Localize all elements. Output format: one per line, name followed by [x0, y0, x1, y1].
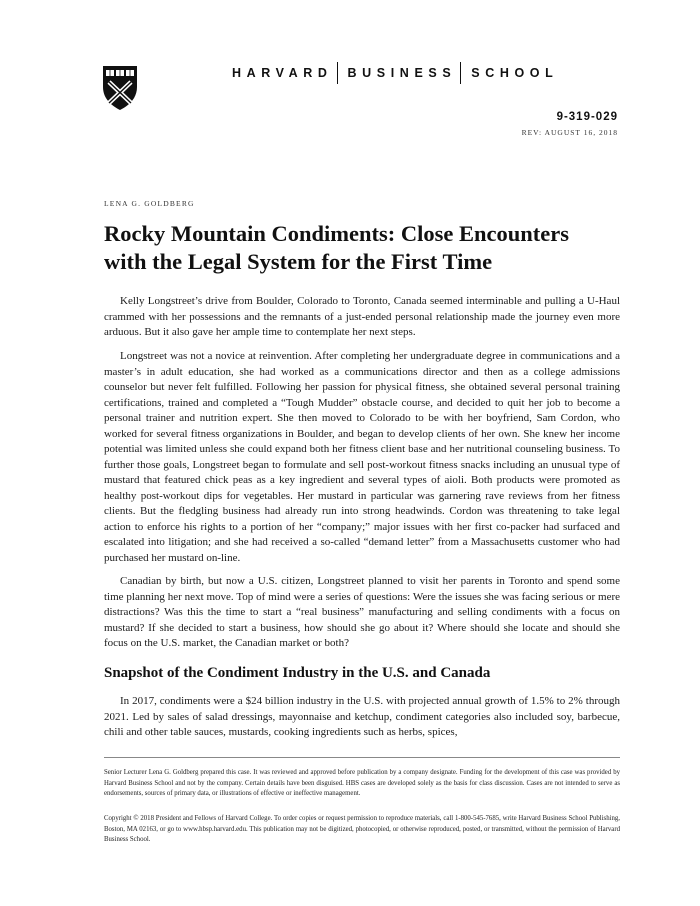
case-number: 9-319-029: [556, 111, 618, 123]
paragraph-intro: Kelly Longstreet’s drive from Boulder, Colorado to Toronto, Canada seemed interminable and pulling a U-Haul crammed with her possessions and the remnants of a just-ended personal relationship made the journey even more arduous. But it also gave her ample time to contemplate her next steps.: [104, 295, 620, 338]
masthead-word-school: SCHOOL: [471, 66, 559, 80]
masthead-word-business: BUSINESS: [347, 66, 457, 80]
harvard-shield-logo: [102, 65, 138, 111]
paragraph-industry: In 2017, condiments were a $24 billion industry in the U.S. with projected annual growth of 1.5% to 2% through 2021. Led by sales of salad dressings, mayonnaise and ketchup, condiment categories also included soy, barbecue, chili and other table sauces, mustards, cooking ingredients such as herbs, spices,: [104, 695, 620, 738]
title-line-2: with the Legal System for the First Time: [104, 249, 493, 274]
school-masthead: [232, 62, 622, 84]
masthead-divider: [460, 62, 461, 84]
masthead-divider: [337, 62, 338, 84]
footnote-copyright: Copyright © 2018 President and Fellows of Harvard College. To order copies or request permission to reproduce materials, call 1-800-545-7685, write Harvard Business School Publishing, Boston, MA 02163, or go to www.hbsp.harvard.edu. This publication may not be digitized, photocopied, or otherwise reproduced, posted, or transmitted, without the permission of Harvard Business School.: [104, 815, 620, 844]
revision-date: REV: AUGUST 16, 2018: [521, 128, 618, 137]
footnote-divider: [104, 757, 620, 758]
page-title: [104, 220, 624, 276]
paragraph-background: Longstreet was not a novice at reinvention. After completing her undergraduate degree in communications and a master’s in adult education, she had worked as a communications director and then as a college admissions counselor but never felt fulfilled. Following her passion for physical fitness, she obtained several personal training certifications, trained and completed a “Tough Mudder” obstacle course, and decided to quit her job to become a personal trainer and nutrition expert. She then moved to Colorado to be with her boyfriend, Sam Cordon, who worked for several fitness organizations in Boulder, and began to develop clients of her own. She knew her income potential was limited unless she could expand both her fitness client base and her nutritional counseling business. To further those goals, Longstreet began to formulate and sell post-workout fitness snacks including an unusual type of mustard that featured chick peas as a key ingredient and several types of aioli. Both products were promoted as healthy post-workout dips for vegetables. Her mustard in particular was garnering rave reviews from her fitness clients. But the fledgling business had already run into strong headwinds. Cordon was threatening to take legal action to enforce his rights to a portion of her “company;” major issues with her first co-packer had surfaced and escalated into litigation; and she had received a so-called “demand letter” from a Massachusetts customer who had purchased her mustard on-line.: [104, 350, 620, 564]
section-heading: Snapshot of the Condiment Industry in the U.S. and Canada: [104, 665, 491, 681]
author-name: LENA G. GOLDBERG: [104, 199, 195, 208]
paragraph-questions: Canadian by birth, but now a U.S. citizen, Longstreet planned to visit her parents in Toronto and spend some time planning her next move. Top of mind were a series of questions: Were the issues she was facing serious or mere distractions? Was this the time to start a “real business” manufacturing and selling condiments with a focus on mustard? If she decided to start a business, how should she go about it? Where should she locate and should she focus on the U.S. market, the Canadian market or both?: [104, 575, 620, 649]
masthead-word-harvard: HARVARD: [232, 66, 333, 80]
footnote-disclaimer: Senior Lecturer Lena G. Goldberg prepared this case. It was reviewed and approved before publication by a company designate. Funding for the development of this case was provided by Harvard Business School and not by the company. Certain details have been disguised. HBS cases are developed solely as the basis for class discussion. Cases are not intended to serve as endorsements, sources of primary data, or illustrations of effective or ineffective management.: [104, 769, 620, 798]
title-line-1: Rocky Mountain Condiments: Close Encounters: [104, 221, 570, 246]
